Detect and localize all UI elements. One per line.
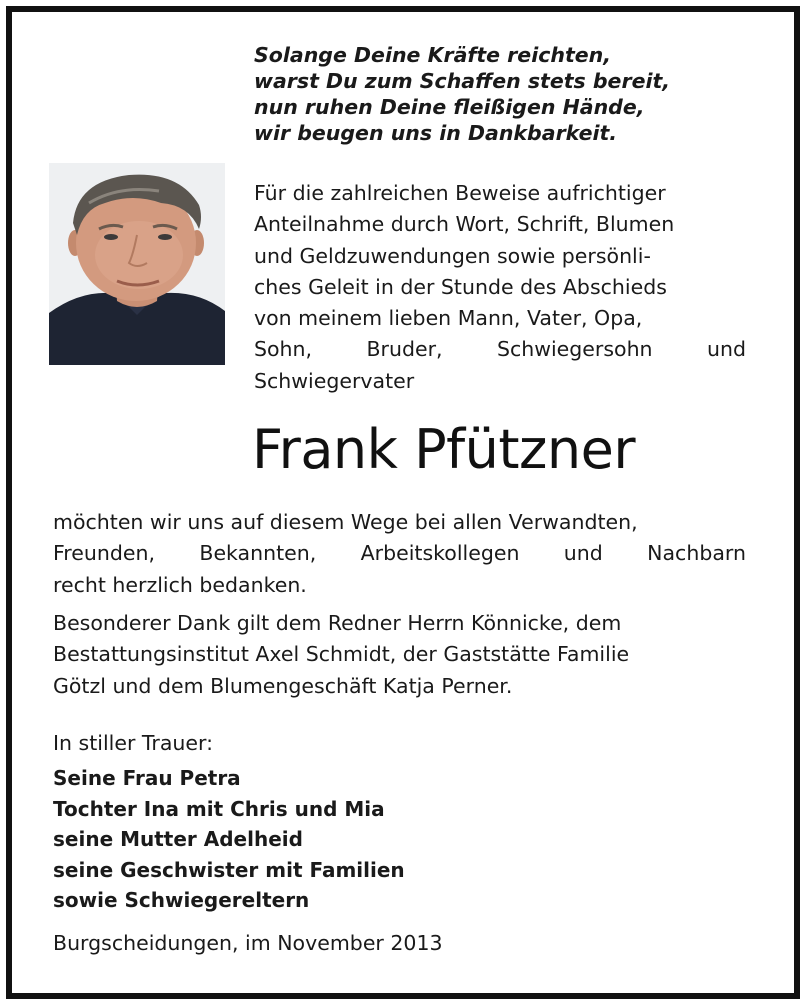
family-list bbox=[53, 763, 405, 916]
thanks-line: Anteilnahme durch Wort, Schrift, Blumen bbox=[254, 212, 675, 237]
gratitude-word: und bbox=[563, 541, 603, 566]
thanks-line: und Geldzuwendungen sowie persönli- bbox=[254, 243, 651, 268]
thanks-line: Schwiegervater bbox=[254, 368, 415, 393]
poem-line: warst Du zum Schaffen stets bereit, bbox=[254, 69, 671, 93]
gratitude-word: Freunden, bbox=[53, 541, 156, 566]
family-member: Tochter Ina mit Chris und Mia bbox=[53, 796, 385, 821]
special-thanks-line: Götzl und dem Blumengeschäft Katja Perner. bbox=[53, 673, 513, 698]
thanks-word: Schwiegersohn bbox=[496, 337, 653, 362]
gratitude-line-justified bbox=[53, 538, 746, 569]
thanks-word: Bruder, bbox=[366, 337, 443, 362]
gratitude-line: möchten wir uns auf diesem Wege bei allen Verwandten, bbox=[53, 510, 638, 534]
deceased-name: Frank Pfützner bbox=[252, 418, 636, 481]
family-member: Seine Frau Petra bbox=[53, 766, 241, 790]
thanks-line: ches Geleit in der Stunde des Abschieds bbox=[254, 274, 667, 299]
thanks-line-justified bbox=[254, 334, 746, 365]
family-member: seine Geschwister mit Familien bbox=[53, 857, 405, 882]
poem-line: wir beugen uns in Dankbarkeit. bbox=[254, 121, 618, 145]
special-thanks-line: Besonderer Dank gilt dem Redner Herrn Könnicke, dem bbox=[53, 611, 622, 635]
gratitude-line: recht herzlich bedanken. bbox=[53, 572, 307, 597]
gratitude-paragraph bbox=[53, 507, 746, 601]
gratitude-word: Arbeitskollegen bbox=[360, 541, 520, 566]
family-member: seine Mutter Adelheid bbox=[53, 827, 303, 851]
poem-line: Solange Deine Kräfte reichten, bbox=[254, 43, 612, 67]
thanks-word: und bbox=[706, 337, 746, 362]
mourning-label: In stiller Trauer: bbox=[53, 731, 213, 755]
thanks-paragraph bbox=[254, 178, 746, 397]
special-thanks-line: Bestattungsinstitut Axel Schmidt, der Gaststätte Familie bbox=[53, 642, 630, 667]
special-thanks-paragraph bbox=[53, 608, 746, 702]
thanks-word: Sohn, bbox=[254, 337, 313, 362]
portrait-photo bbox=[49, 163, 225, 365]
memorial-poem bbox=[254, 42, 724, 146]
thanks-line: Für die zahlreichen Beweise aufrichtiger bbox=[254, 181, 666, 205]
family-member: sowie Schwiegereltern bbox=[53, 888, 310, 912]
gratitude-word: Bekannten, bbox=[199, 541, 317, 566]
poem-line: nun ruhen Deine fleißigen Hände, bbox=[254, 95, 645, 119]
place-and-date: Burgscheidungen, im November 2013 bbox=[53, 931, 443, 955]
thanks-line: von meinem lieben Mann, Vater, Opa, bbox=[254, 306, 643, 331]
gratitude-word: Nachbarn bbox=[647, 541, 746, 566]
